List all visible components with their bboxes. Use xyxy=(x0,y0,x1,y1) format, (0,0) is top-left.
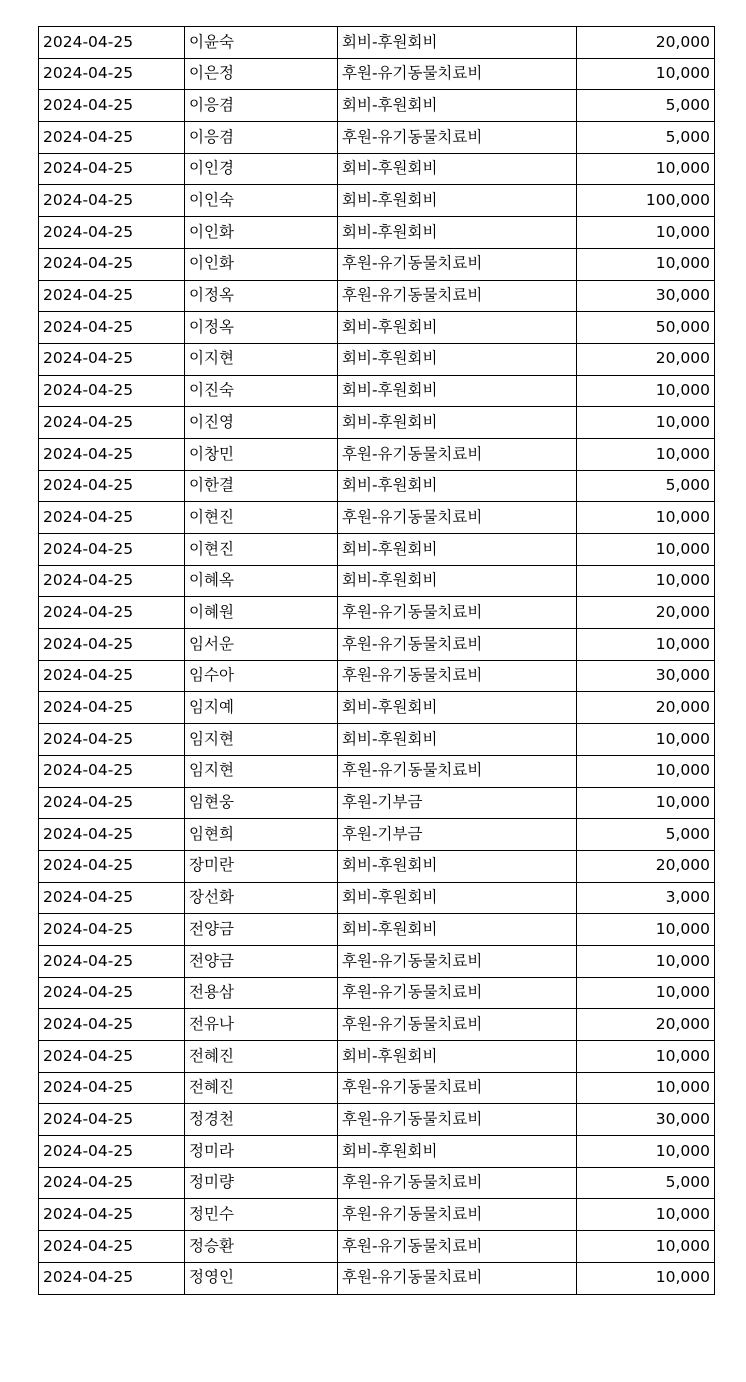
amount-cell: 10,000 xyxy=(577,1041,715,1073)
amount-cell: 20,000 xyxy=(577,692,715,724)
table-row xyxy=(39,597,715,629)
category-cell: 회비-후원회비 xyxy=(338,692,577,724)
donor-name-cell: 전혜진 xyxy=(185,1041,338,1073)
amount-cell: 30,000 xyxy=(577,280,715,312)
table-row xyxy=(39,343,715,375)
date-cell: 2024-04-25 xyxy=(39,1136,185,1168)
amount-cell: 30,000 xyxy=(577,1104,715,1136)
category-cell: 회비-후원회비 xyxy=(338,217,577,249)
amount-cell: 20,000 xyxy=(577,343,715,375)
date-cell: 2024-04-25 xyxy=(39,27,185,59)
ledger-body xyxy=(39,27,715,1295)
amount-cell: 10,000 xyxy=(577,502,715,534)
donor-name-cell: 전혜진 xyxy=(185,1072,338,1104)
donor-name-cell: 이지현 xyxy=(185,343,338,375)
amount-cell: 20,000 xyxy=(577,1009,715,1041)
donor-name-cell: 이응겸 xyxy=(185,122,338,154)
donor-name-cell: 이은정 xyxy=(185,58,338,90)
amount-cell: 30,000 xyxy=(577,660,715,692)
date-cell: 2024-04-25 xyxy=(39,90,185,122)
donor-name-cell: 장선화 xyxy=(185,882,338,914)
donor-name-cell: 정미량 xyxy=(185,1167,338,1199)
table-row xyxy=(39,1167,715,1199)
table-row xyxy=(39,1199,715,1231)
category-cell: 회비-후원회비 xyxy=(338,312,577,344)
donor-name-cell: 이인경 xyxy=(185,153,338,185)
category-cell: 후원-유기동물치료비 xyxy=(338,1199,577,1231)
category-cell: 회비-후원회비 xyxy=(338,850,577,882)
category-cell: 후원-유기동물치료비 xyxy=(338,755,577,787)
category-cell: 후원-유기동물치료비 xyxy=(338,945,577,977)
category-cell: 후원-유기동물치료비 xyxy=(338,58,577,90)
amount-cell: 20,000 xyxy=(577,27,715,59)
table-row xyxy=(39,1231,715,1263)
table-row xyxy=(39,280,715,312)
donation-ledger-table xyxy=(38,26,715,1295)
amount-cell: 10,000 xyxy=(577,1231,715,1263)
category-cell: 회비-후원회비 xyxy=(338,534,577,566)
category-cell: 후원-유기동물치료비 xyxy=(338,122,577,154)
donor-name-cell: 이정옥 xyxy=(185,280,338,312)
amount-cell: 50,000 xyxy=(577,312,715,344)
category-cell: 후원-유기동물치료비 xyxy=(338,280,577,312)
date-cell: 2024-04-25 xyxy=(39,629,185,661)
category-cell: 후원-유기동물치료비 xyxy=(338,438,577,470)
table-row xyxy=(39,58,715,90)
table-row xyxy=(39,312,715,344)
amount-cell: 10,000 xyxy=(577,565,715,597)
amount-cell: 10,000 xyxy=(577,153,715,185)
date-cell: 2024-04-25 xyxy=(39,945,185,977)
category-cell: 회비-후원회비 xyxy=(338,343,577,375)
date-cell: 2024-04-25 xyxy=(39,1104,185,1136)
donor-name-cell: 정영인 xyxy=(185,1262,338,1294)
table-row xyxy=(39,977,715,1009)
table-row xyxy=(39,153,715,185)
date-cell: 2024-04-25 xyxy=(39,248,185,280)
date-cell: 2024-04-25 xyxy=(39,438,185,470)
amount-cell: 10,000 xyxy=(577,375,715,407)
date-cell: 2024-04-25 xyxy=(39,565,185,597)
category-cell: 후원-유기동물치료비 xyxy=(338,1009,577,1041)
date-cell: 2024-04-25 xyxy=(39,343,185,375)
donor-name-cell: 전유나 xyxy=(185,1009,338,1041)
table-row xyxy=(39,122,715,154)
category-cell: 회비-후원회비 xyxy=(338,882,577,914)
date-cell: 2024-04-25 xyxy=(39,375,185,407)
donor-name-cell: 정민수 xyxy=(185,1199,338,1231)
donor-name-cell: 임수아 xyxy=(185,660,338,692)
table-row xyxy=(39,724,715,756)
category-cell: 회비-후원회비 xyxy=(338,1136,577,1168)
amount-cell: 10,000 xyxy=(577,438,715,470)
date-cell: 2024-04-25 xyxy=(39,882,185,914)
table-row xyxy=(39,534,715,566)
donor-name-cell: 이인화 xyxy=(185,217,338,249)
date-cell: 2024-04-25 xyxy=(39,122,185,154)
amount-cell: 10,000 xyxy=(577,977,715,1009)
amount-cell: 10,000 xyxy=(577,1199,715,1231)
donor-name-cell: 이혜옥 xyxy=(185,565,338,597)
donor-name-cell: 이진영 xyxy=(185,407,338,439)
table-row xyxy=(39,375,715,407)
donor-name-cell: 이응겸 xyxy=(185,90,338,122)
date-cell: 2024-04-25 xyxy=(39,724,185,756)
table-row xyxy=(39,1072,715,1104)
date-cell: 2024-04-25 xyxy=(39,217,185,249)
date-cell: 2024-04-25 xyxy=(39,58,185,90)
table-row xyxy=(39,1009,715,1041)
date-cell: 2024-04-25 xyxy=(39,692,185,724)
table-row xyxy=(39,882,715,914)
table-row xyxy=(39,1104,715,1136)
donor-name-cell: 이인숙 xyxy=(185,185,338,217)
date-cell: 2024-04-25 xyxy=(39,153,185,185)
donor-name-cell: 전양금 xyxy=(185,945,338,977)
table-row xyxy=(39,692,715,724)
category-cell: 후원-기부금 xyxy=(338,819,577,851)
category-cell: 후원-기부금 xyxy=(338,787,577,819)
amount-cell: 10,000 xyxy=(577,1136,715,1168)
amount-cell: 10,000 xyxy=(577,1072,715,1104)
donor-name-cell: 전양금 xyxy=(185,914,338,946)
donor-name-cell: 임현희 xyxy=(185,819,338,851)
category-cell: 회비-후원회비 xyxy=(338,565,577,597)
donor-name-cell: 이정옥 xyxy=(185,312,338,344)
date-cell: 2024-04-25 xyxy=(39,1199,185,1231)
category-cell: 후원-유기동물치료비 xyxy=(338,660,577,692)
donor-name-cell: 임지현 xyxy=(185,755,338,787)
donor-name-cell: 정미라 xyxy=(185,1136,338,1168)
table-row xyxy=(39,90,715,122)
category-cell: 후원-유기동물치료비 xyxy=(338,1231,577,1263)
category-cell: 후원-유기동물치료비 xyxy=(338,597,577,629)
donor-name-cell: 전용삼 xyxy=(185,977,338,1009)
category-cell: 후원-유기동물치료비 xyxy=(338,1167,577,1199)
amount-cell: 10,000 xyxy=(577,58,715,90)
amount-cell: 10,000 xyxy=(577,534,715,566)
category-cell: 회비-후원회비 xyxy=(338,407,577,439)
donor-name-cell: 이혜원 xyxy=(185,597,338,629)
date-cell: 2024-04-25 xyxy=(39,819,185,851)
category-cell: 후원-유기동물치료비 xyxy=(338,1072,577,1104)
date-cell: 2024-04-25 xyxy=(39,977,185,1009)
table-row xyxy=(39,217,715,249)
donor-name-cell: 이윤숙 xyxy=(185,27,338,59)
category-cell: 후원-유기동물치료비 xyxy=(338,977,577,1009)
donor-name-cell: 임지현 xyxy=(185,724,338,756)
table-row xyxy=(39,27,715,59)
category-cell: 후원-유기동물치료비 xyxy=(338,502,577,534)
date-cell: 2024-04-25 xyxy=(39,407,185,439)
date-cell: 2024-04-25 xyxy=(39,470,185,502)
table-row xyxy=(39,660,715,692)
date-cell: 2024-04-25 xyxy=(39,597,185,629)
amount-cell: 10,000 xyxy=(577,945,715,977)
date-cell: 2024-04-25 xyxy=(39,280,185,312)
amount-cell: 10,000 xyxy=(577,248,715,280)
table-row xyxy=(39,438,715,470)
amount-cell: 10,000 xyxy=(577,217,715,249)
table-row xyxy=(39,565,715,597)
amount-cell: 3,000 xyxy=(577,882,715,914)
date-cell: 2024-04-25 xyxy=(39,660,185,692)
date-cell: 2024-04-25 xyxy=(39,1009,185,1041)
date-cell: 2024-04-25 xyxy=(39,755,185,787)
donor-name-cell: 임현웅 xyxy=(185,787,338,819)
category-cell: 회비-후원회비 xyxy=(338,153,577,185)
amount-cell: 10,000 xyxy=(577,407,715,439)
donor-name-cell: 이현진 xyxy=(185,534,338,566)
amount-cell: 5,000 xyxy=(577,90,715,122)
amount-cell: 10,000 xyxy=(577,787,715,819)
amount-cell: 5,000 xyxy=(577,1167,715,1199)
date-cell: 2024-04-25 xyxy=(39,1041,185,1073)
category-cell: 후원-유기동물치료비 xyxy=(338,1262,577,1294)
table-row xyxy=(39,755,715,787)
table-row xyxy=(39,819,715,851)
date-cell: 2024-04-25 xyxy=(39,1262,185,1294)
category-cell: 회비-후원회비 xyxy=(338,90,577,122)
donor-name-cell: 정승환 xyxy=(185,1231,338,1263)
amount-cell: 10,000 xyxy=(577,1262,715,1294)
table-row xyxy=(39,470,715,502)
date-cell: 2024-04-25 xyxy=(39,185,185,217)
date-cell: 2024-04-25 xyxy=(39,787,185,819)
date-cell: 2024-04-25 xyxy=(39,850,185,882)
category-cell: 회비-후원회비 xyxy=(338,375,577,407)
date-cell: 2024-04-25 xyxy=(39,1072,185,1104)
category-cell: 회비-후원회비 xyxy=(338,27,577,59)
amount-cell: 10,000 xyxy=(577,724,715,756)
amount-cell: 20,000 xyxy=(577,597,715,629)
date-cell: 2024-04-25 xyxy=(39,312,185,344)
donor-name-cell: 임서운 xyxy=(185,629,338,661)
category-cell: 회비-후원회비 xyxy=(338,724,577,756)
donor-name-cell: 이인화 xyxy=(185,248,338,280)
donor-name-cell: 정경천 xyxy=(185,1104,338,1136)
date-cell: 2024-04-25 xyxy=(39,914,185,946)
amount-cell: 10,000 xyxy=(577,629,715,661)
donor-name-cell: 이현진 xyxy=(185,502,338,534)
table-row xyxy=(39,1262,715,1294)
category-cell: 후원-유기동물치료비 xyxy=(338,248,577,280)
table-row xyxy=(39,629,715,661)
amount-cell: 5,000 xyxy=(577,470,715,502)
amount-cell: 10,000 xyxy=(577,914,715,946)
table-row xyxy=(39,248,715,280)
table-row xyxy=(39,787,715,819)
amount-cell: 100,000 xyxy=(577,185,715,217)
donor-name-cell: 이한결 xyxy=(185,470,338,502)
category-cell: 후원-유기동물치료비 xyxy=(338,1104,577,1136)
category-cell: 회비-후원회비 xyxy=(338,1041,577,1073)
category-cell: 회비-후원회비 xyxy=(338,470,577,502)
table-row xyxy=(39,407,715,439)
table-row xyxy=(39,914,715,946)
donor-name-cell: 이창민 xyxy=(185,438,338,470)
category-cell: 회비-후원회비 xyxy=(338,185,577,217)
category-cell: 후원-유기동물치료비 xyxy=(338,629,577,661)
table-row xyxy=(39,1136,715,1168)
table-row xyxy=(39,1041,715,1073)
date-cell: 2024-04-25 xyxy=(39,1167,185,1199)
date-cell: 2024-04-25 xyxy=(39,502,185,534)
table-row xyxy=(39,945,715,977)
date-cell: 2024-04-25 xyxy=(39,534,185,566)
amount-cell: 10,000 xyxy=(577,755,715,787)
donor-name-cell: 장미란 xyxy=(185,850,338,882)
amount-cell: 20,000 xyxy=(577,850,715,882)
table-row xyxy=(39,850,715,882)
donor-name-cell: 임지예 xyxy=(185,692,338,724)
table-row xyxy=(39,185,715,217)
amount-cell: 5,000 xyxy=(577,819,715,851)
date-cell: 2024-04-25 xyxy=(39,1231,185,1263)
table-row xyxy=(39,502,715,534)
amount-cell: 5,000 xyxy=(577,122,715,154)
donor-name-cell: 이진숙 xyxy=(185,375,338,407)
category-cell: 회비-후원회비 xyxy=(338,914,577,946)
